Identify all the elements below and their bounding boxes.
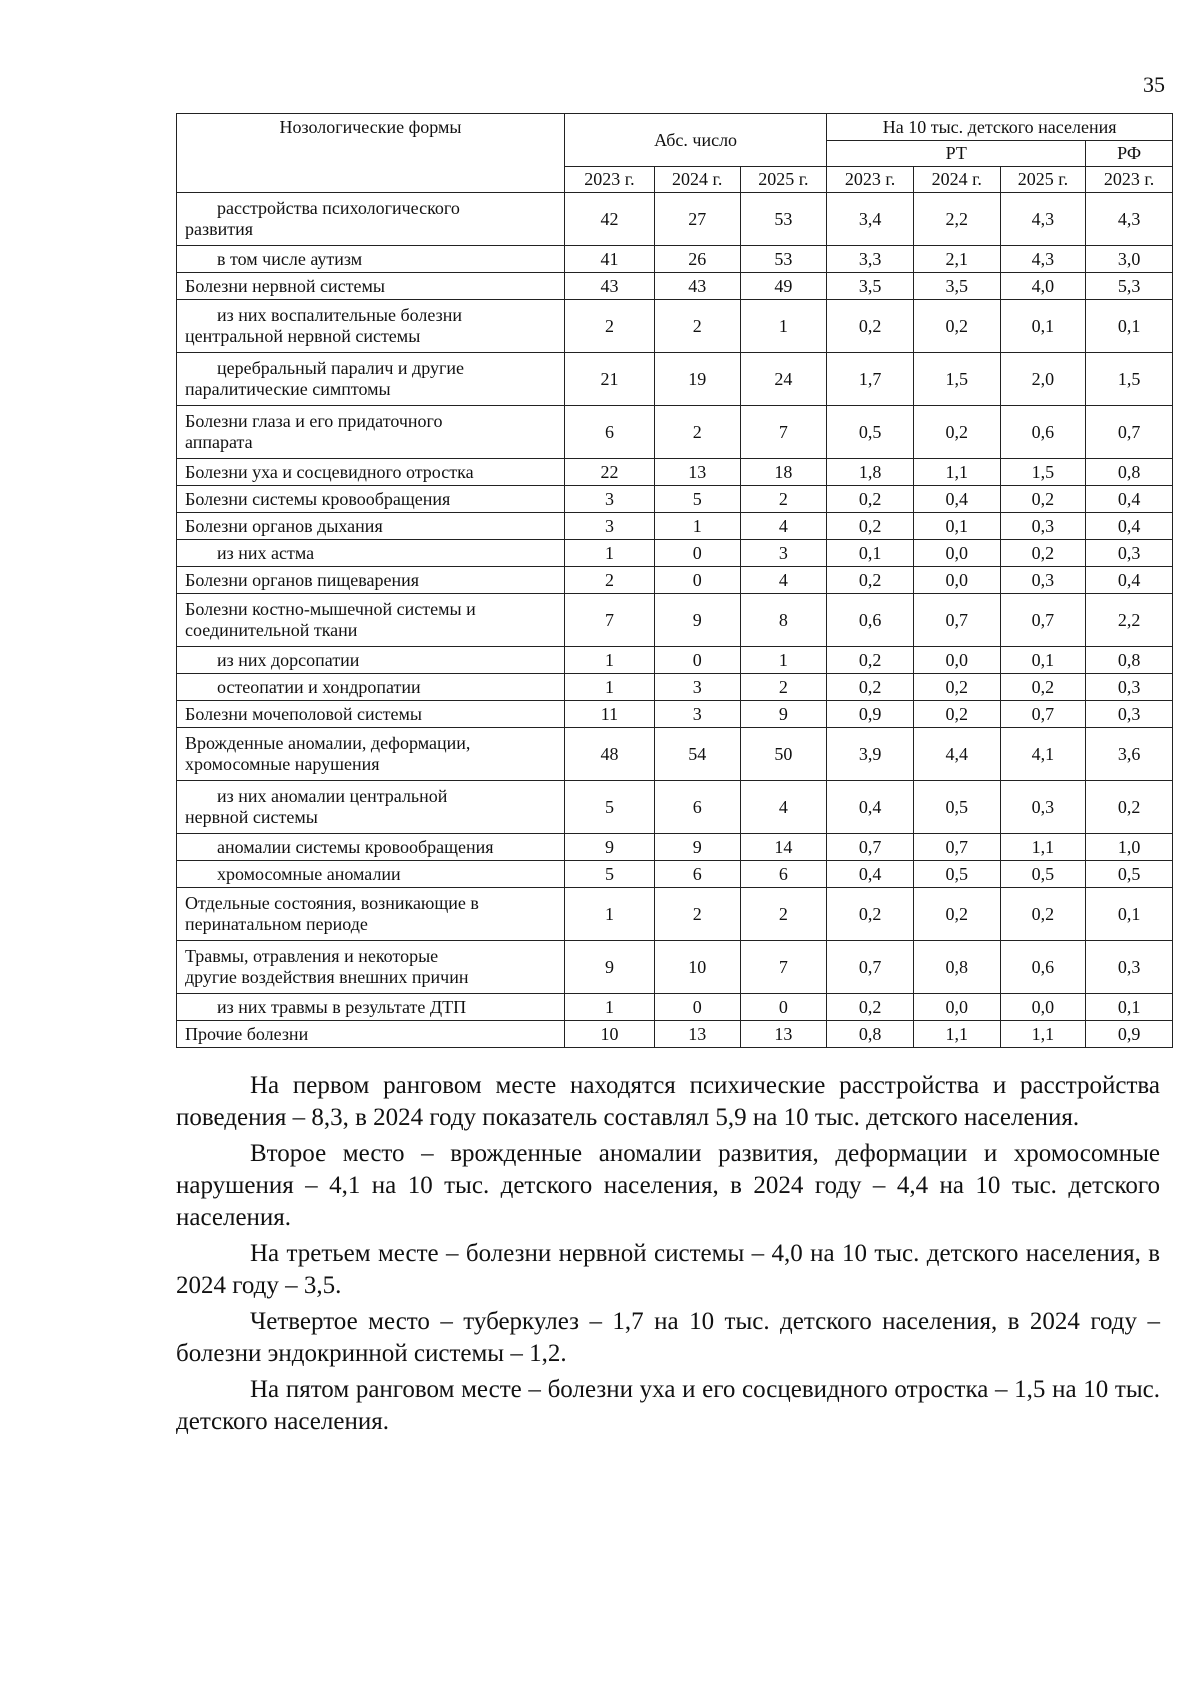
row-label	[177, 994, 565, 1021]
value-cell: 1	[564, 994, 654, 1021]
value-cell: 2,1	[913, 246, 1000, 273]
value-cell: 0,4	[1086, 567, 1173, 594]
value-cell: 43	[564, 273, 654, 300]
row-label-line: церебральный паралич и другие	[217, 358, 464, 378]
row-label	[177, 353, 565, 406]
value-cell: 3,5	[913, 273, 1000, 300]
value-cell: 5,3	[1086, 273, 1173, 300]
value-cell: 3,4	[827, 193, 914, 246]
value-cell: 1,5	[913, 353, 1000, 406]
row-label	[177, 861, 565, 888]
value-cell: 2	[564, 567, 654, 594]
value-cell: 0	[654, 567, 740, 594]
value-cell: 0,3	[1000, 781, 1086, 834]
header-per-10k: На 10 тыс. детского населения	[827, 114, 1173, 141]
value-cell: 5	[564, 861, 654, 888]
table-row	[177, 459, 1173, 486]
value-cell: 0,3	[1086, 941, 1173, 994]
value-cell: 53	[740, 246, 827, 273]
value-cell: 0,2	[913, 701, 1000, 728]
table-row	[177, 540, 1173, 567]
value-cell: 0,2	[827, 567, 914, 594]
row-label-line: Болезни костно-мышечной системы и	[185, 599, 476, 619]
table-row	[177, 781, 1173, 834]
row-label	[177, 728, 565, 781]
value-cell: 0,1	[1086, 300, 1173, 353]
row-label-line: Травмы, отравления и некоторые	[185, 946, 439, 966]
paragraph: Второе место – врожденные аномалии развития, деформации и хромосомные нарушения – 4,1 на 10 тыс. детского населения, в 2024 году – 4,4 на 10 тыс. детского населения.	[176, 1140, 1160, 1231]
value-cell: 0,2	[1000, 486, 1086, 513]
value-cell: 0,7	[827, 941, 914, 994]
row-label-line: в том числе аутизм	[217, 248, 363, 269]
value-cell: 2	[654, 888, 740, 941]
value-cell: 3	[740, 540, 827, 567]
value-cell: 0,2	[1000, 540, 1086, 567]
header-year: 2023 г.	[827, 167, 914, 193]
value-cell: 0,3	[1086, 540, 1173, 567]
value-cell: 0,2	[913, 406, 1000, 459]
row-label-line: расстройства психологического	[217, 198, 460, 218]
row-label-line: Болезни органов дыхания	[185, 515, 383, 536]
value-cell: 2	[654, 406, 740, 459]
value-cell: 0,7	[913, 594, 1000, 647]
row-label	[177, 647, 565, 674]
table-row	[177, 300, 1173, 353]
value-cell: 0,7	[913, 834, 1000, 861]
row-label-line: из них астма	[217, 542, 315, 563]
value-cell: 0,2	[827, 647, 914, 674]
row-label	[177, 246, 565, 273]
value-cell: 0,8	[827, 1021, 914, 1048]
row-label-line: Прочие болезни	[185, 1023, 309, 1044]
header-year: 2024 г.	[654, 167, 740, 193]
row-label-line: хромосомные аномалии	[217, 863, 401, 884]
value-cell: 0,2	[827, 486, 914, 513]
row-label-line: нервной системы	[185, 807, 318, 827]
table-row	[177, 728, 1173, 781]
value-cell: 43	[654, 273, 740, 300]
value-cell: 0,2	[827, 994, 914, 1021]
row-label-line: аномалии системы кровообращения	[217, 836, 494, 857]
value-cell: 4	[740, 781, 827, 834]
value-cell: 13	[654, 459, 740, 486]
value-cell: 4	[740, 513, 827, 540]
table-row	[177, 941, 1173, 994]
value-cell: 1,7	[827, 353, 914, 406]
value-cell: 4,3	[1086, 193, 1173, 246]
value-cell: 0,5	[1086, 861, 1173, 888]
value-cell: 7	[564, 594, 654, 647]
row-label-line: из них дорсопатии	[217, 649, 360, 670]
value-cell: 0,8	[913, 941, 1000, 994]
value-cell: 24	[740, 353, 827, 406]
value-cell: 9	[564, 834, 654, 861]
value-cell: 0,5	[913, 781, 1000, 834]
value-cell: 22	[564, 459, 654, 486]
value-cell: 53	[740, 193, 827, 246]
value-cell: 8	[740, 594, 827, 647]
row-label	[177, 594, 565, 647]
value-cell: 0,6	[827, 594, 914, 647]
value-cell: 1	[740, 647, 827, 674]
table-row	[177, 994, 1173, 1021]
value-cell: 10	[654, 941, 740, 994]
value-cell: 0,7	[1086, 406, 1173, 459]
value-cell: 6	[740, 861, 827, 888]
header-year: 2025 г.	[1000, 167, 1086, 193]
value-cell: 0,2	[1000, 674, 1086, 701]
value-cell: 0,4	[827, 781, 914, 834]
value-cell: 2	[654, 300, 740, 353]
value-cell: 0,1	[827, 540, 914, 567]
value-cell: 0,8	[1086, 647, 1173, 674]
value-cell: 49	[740, 273, 827, 300]
value-cell: 42	[564, 193, 654, 246]
value-cell: 2,0	[1000, 353, 1086, 406]
value-cell: 0,2	[913, 674, 1000, 701]
value-cell: 26	[654, 246, 740, 273]
value-cell: 0,1	[1000, 300, 1086, 353]
row-label-line: Болезни органов пищеварения	[185, 569, 420, 590]
row-label-line: Врожденные аномалии, деформации,	[185, 733, 471, 753]
row-label-line: хромосомные нарушения	[185, 754, 380, 774]
value-cell: 0,0	[913, 567, 1000, 594]
value-cell: 13	[740, 1021, 827, 1048]
table-row	[177, 193, 1173, 246]
value-cell: 1,5	[1000, 459, 1086, 486]
table-row	[177, 486, 1173, 513]
value-cell: 1,1	[1000, 834, 1086, 861]
value-cell: 0,0	[913, 647, 1000, 674]
value-cell: 1	[564, 540, 654, 567]
value-cell: 14	[740, 834, 827, 861]
value-cell: 21	[564, 353, 654, 406]
row-label	[177, 513, 565, 540]
table-row	[177, 406, 1173, 459]
row-label-line: Болезни системы кровообращения	[185, 488, 451, 509]
paragraph: На первом ранговом месте находятся психические расстройства и расстройства поведения – 8,3, в 2024 году показатель составлял 5,9 на 10 тыс. детского населения.	[176, 1072, 1160, 1131]
value-cell: 2,2	[913, 193, 1000, 246]
row-label	[177, 834, 565, 861]
row-label	[177, 674, 565, 701]
value-cell: 2	[740, 486, 827, 513]
value-cell: 41	[564, 246, 654, 273]
value-cell: 0,0	[913, 994, 1000, 1021]
table-body	[177, 193, 1173, 1048]
value-cell: 0,8	[1086, 459, 1173, 486]
value-cell: 18	[740, 459, 827, 486]
value-cell: 0,2	[1086, 781, 1173, 834]
value-cell: 1	[564, 647, 654, 674]
value-cell: 0,2	[827, 888, 914, 941]
row-label-line: другие воздействия внешних причин	[185, 967, 469, 987]
value-cell: 54	[654, 728, 740, 781]
value-cell: 0,3	[1000, 567, 1086, 594]
table-row	[177, 594, 1173, 647]
table-row	[177, 246, 1173, 273]
row-label	[177, 193, 565, 246]
header-nosology: Нозологические формы	[177, 114, 565, 193]
value-cell: 2	[740, 674, 827, 701]
value-cell: 7	[740, 406, 827, 459]
value-cell: 4,4	[913, 728, 1000, 781]
paragraph: На третьем месте – болезни нервной системы – 4,0 на 10 тыс. детского населения, в 2024 году – 3,5.	[176, 1240, 1160, 1299]
value-cell: 1	[740, 300, 827, 353]
value-cell: 0,7	[1000, 594, 1086, 647]
page-number: 35	[1143, 72, 1165, 97]
morbidity-table	[176, 113, 1173, 1048]
value-cell: 0,4	[1086, 513, 1173, 540]
value-cell: 1	[654, 513, 740, 540]
table-row	[177, 834, 1173, 861]
value-cell: 19	[654, 353, 740, 406]
value-cell: 3	[564, 486, 654, 513]
value-cell: 0,1	[1086, 888, 1173, 941]
table-row	[177, 647, 1173, 674]
row-label	[177, 1021, 565, 1048]
value-cell: 0,9	[827, 701, 914, 728]
paragraph: Четвертое место – туберкулез – 1,7 на 10 тыс. детского населения, в 2024 году – болезни эндокринной системы – 1,2.	[176, 1308, 1160, 1367]
value-cell: 0,6	[1000, 941, 1086, 994]
table-row	[177, 888, 1173, 941]
table-row	[177, 701, 1173, 728]
value-cell: 1,5	[1086, 353, 1173, 406]
value-cell: 27	[654, 193, 740, 246]
row-label	[177, 567, 565, 594]
table-row	[177, 513, 1173, 540]
row-label	[177, 781, 565, 834]
value-cell: 0	[740, 994, 827, 1021]
value-cell: 11	[564, 701, 654, 728]
value-cell: 6	[654, 781, 740, 834]
value-cell: 9	[740, 701, 827, 728]
value-cell: 0,3	[1086, 701, 1173, 728]
row-label-line: Болезни уха и сосцевидного отростка	[185, 461, 474, 482]
value-cell: 3,3	[827, 246, 914, 273]
header-rf: РФ	[1086, 141, 1173, 167]
value-cell: 4,3	[1000, 193, 1086, 246]
header-year: 2024 г.	[913, 167, 1000, 193]
value-cell: 3,0	[1086, 246, 1173, 273]
value-cell: 0,3	[1086, 674, 1173, 701]
value-cell: 1	[564, 888, 654, 941]
value-cell: 0,4	[913, 486, 1000, 513]
paragraph: На пятом ранговом месте – болезни уха и его сосцевидного отростка – 1,5 на 10 тыс. детского населения.	[176, 1376, 1160, 1435]
header-abs-number: Абс. число	[564, 114, 826, 167]
row-label-line: центральной нервной системы	[185, 326, 421, 346]
value-cell: 0,7	[1000, 701, 1086, 728]
value-cell: 0,2	[913, 888, 1000, 941]
table-row	[177, 567, 1173, 594]
value-cell: 3	[654, 674, 740, 701]
row-label-line: из них аномалии центральной	[217, 786, 448, 806]
value-cell: 4,1	[1000, 728, 1086, 781]
value-cell: 0,3	[1000, 513, 1086, 540]
value-cell: 4	[740, 567, 827, 594]
row-label-line: перинатальном периоде	[185, 914, 368, 934]
table-row	[177, 1021, 1173, 1048]
value-cell: 2,2	[1086, 594, 1173, 647]
value-cell: 13	[654, 1021, 740, 1048]
row-label-line: развития	[185, 219, 254, 239]
value-cell: 3,9	[827, 728, 914, 781]
value-cell: 1	[564, 674, 654, 701]
value-cell: 0,5	[913, 861, 1000, 888]
value-cell: 0,5	[827, 406, 914, 459]
header-rt: РТ	[827, 141, 1086, 167]
header-year: 2023 г.	[564, 167, 654, 193]
row-label	[177, 888, 565, 941]
value-cell: 2	[740, 888, 827, 941]
value-cell: 0,2	[913, 300, 1000, 353]
value-cell: 0,2	[827, 513, 914, 540]
value-cell: 50	[740, 728, 827, 781]
value-cell: 1,8	[827, 459, 914, 486]
value-cell: 7	[740, 941, 827, 994]
row-label	[177, 701, 565, 728]
value-cell: 1,1	[913, 1021, 1000, 1048]
row-label-line: Болезни нервной системы	[185, 275, 386, 296]
value-cell: 3,5	[827, 273, 914, 300]
row-label-line: паралитические симптомы	[185, 379, 391, 399]
value-cell: 3	[654, 701, 740, 728]
row-label	[177, 300, 565, 353]
value-cell: 9	[654, 834, 740, 861]
row-label	[177, 941, 565, 994]
value-cell: 2	[564, 300, 654, 353]
table-row	[177, 273, 1173, 300]
value-cell: 0,2	[827, 674, 914, 701]
value-cell: 1,1	[913, 459, 1000, 486]
value-cell: 0,6	[1000, 406, 1086, 459]
value-cell: 6	[654, 861, 740, 888]
value-cell: 5	[654, 486, 740, 513]
table-row	[177, 861, 1173, 888]
row-label-line: из них травмы в результате ДТП	[217, 996, 467, 1017]
value-cell: 0,0	[913, 540, 1000, 567]
value-cell: 0,2	[1000, 888, 1086, 941]
value-cell: 5	[564, 781, 654, 834]
value-cell: 1,1	[1000, 1021, 1086, 1048]
row-label	[177, 273, 565, 300]
header-year: 2023 г.	[1086, 167, 1173, 193]
row-label	[177, 459, 565, 486]
row-label-line: Отдельные состояния, возникающие в	[185, 893, 479, 913]
value-cell: 0,7	[827, 834, 914, 861]
row-label	[177, 486, 565, 513]
value-cell: 0,1	[1000, 647, 1086, 674]
value-cell: 48	[564, 728, 654, 781]
value-cell: 9	[564, 941, 654, 994]
value-cell: 0,9	[1086, 1021, 1173, 1048]
row-label-line: Болезни глаза и его придаточного	[185, 411, 443, 431]
value-cell: 0,5	[1000, 861, 1086, 888]
row-label-line: Болезни мочеполовой системы	[185, 703, 422, 724]
value-cell: 3,6	[1086, 728, 1173, 781]
row-label-line: соединительной ткани	[185, 620, 358, 640]
value-cell: 0,4	[1086, 486, 1173, 513]
value-cell: 4,3	[1000, 246, 1086, 273]
value-cell: 1,0	[1086, 834, 1173, 861]
value-cell: 0,2	[827, 300, 914, 353]
value-cell: 10	[564, 1021, 654, 1048]
table-row	[177, 353, 1173, 406]
row-label	[177, 540, 565, 567]
table-row	[177, 674, 1173, 701]
value-cell: 0,4	[827, 861, 914, 888]
header-year: 2025 г.	[740, 167, 827, 193]
value-cell: 0,1	[1086, 994, 1173, 1021]
row-label-line: остеопатии и хондропатии	[217, 676, 421, 697]
value-cell: 0	[654, 647, 740, 674]
row-label	[177, 406, 565, 459]
value-cell: 6	[564, 406, 654, 459]
row-label-line: аппарата	[185, 432, 253, 452]
value-cell: 0,0	[1000, 994, 1086, 1021]
value-cell: 0,1	[913, 513, 1000, 540]
body-text	[176, 1070, 1160, 1442]
value-cell: 4,0	[1000, 273, 1086, 300]
value-cell: 9	[654, 594, 740, 647]
row-label-line: из них воспалительные болезни	[217, 305, 462, 325]
value-cell: 0	[654, 994, 740, 1021]
value-cell: 0	[654, 540, 740, 567]
value-cell: 3	[564, 513, 654, 540]
